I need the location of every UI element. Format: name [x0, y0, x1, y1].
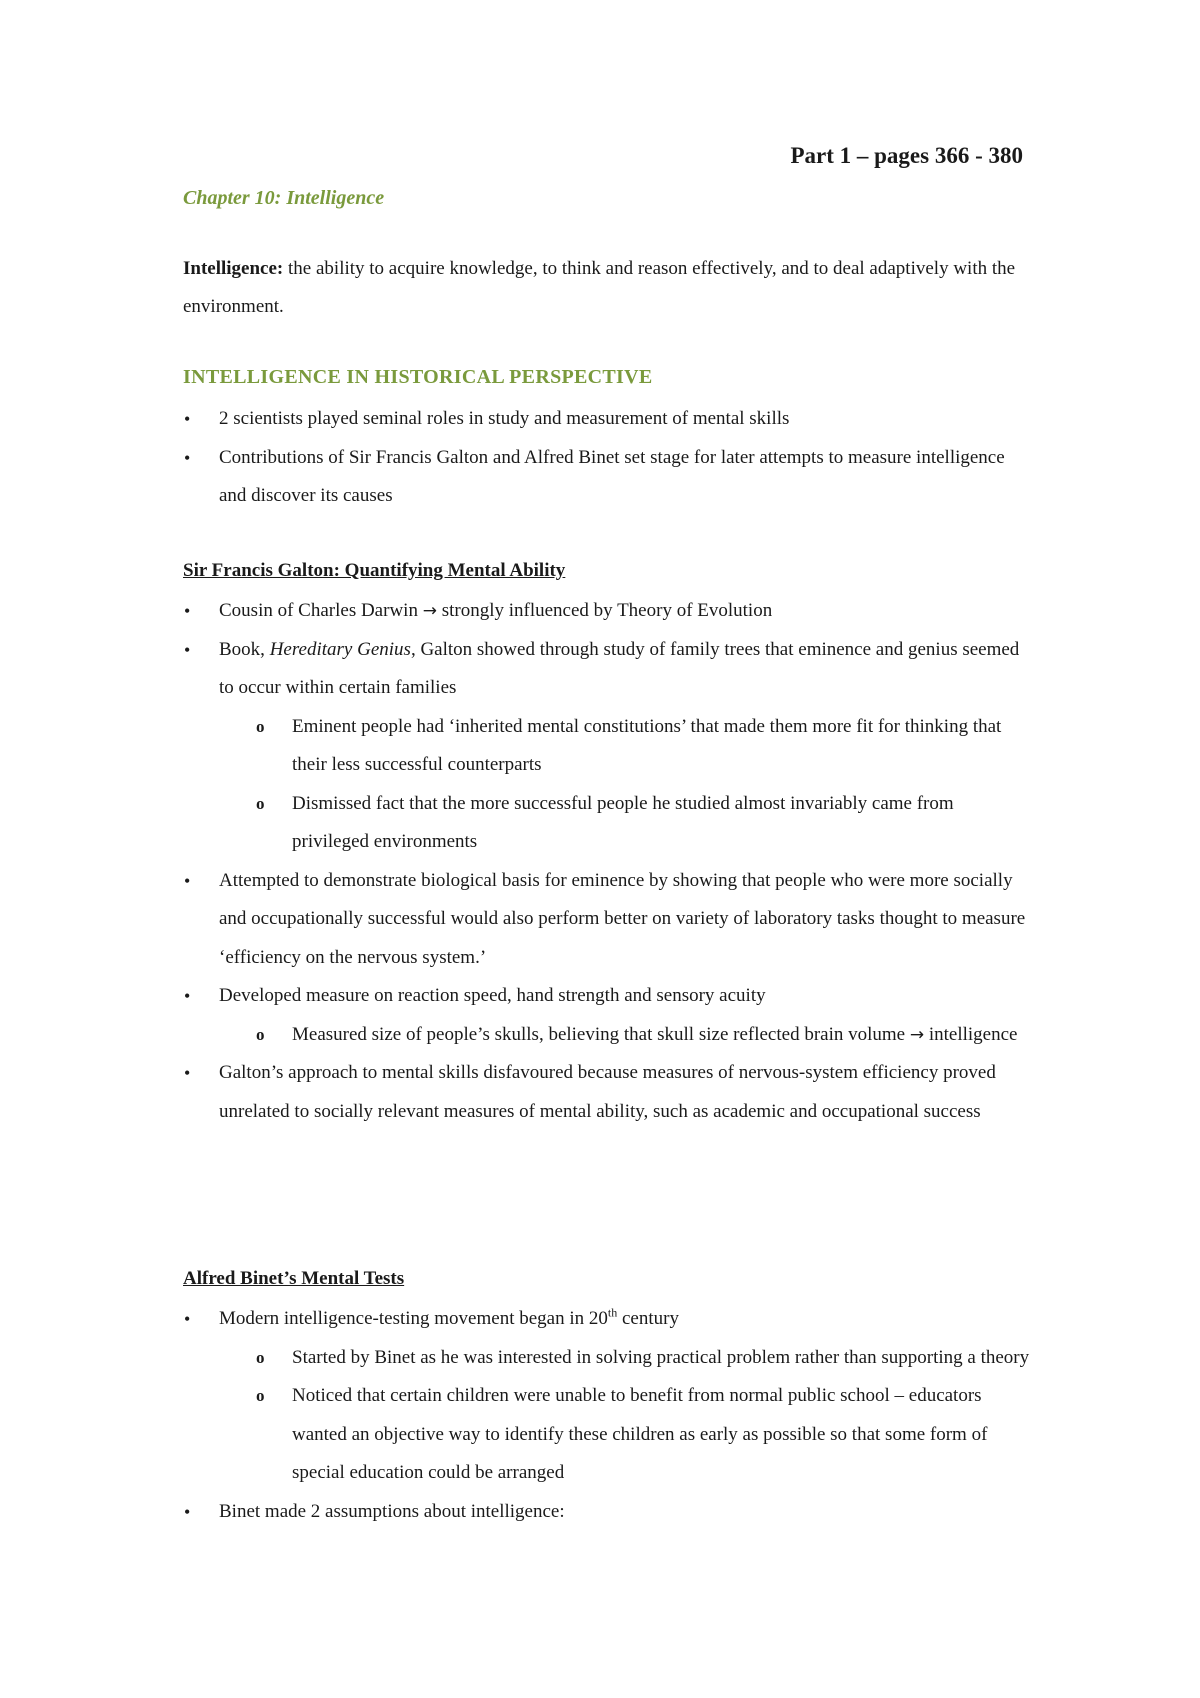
list-item: [183, 977, 1033, 1054]
text-span: Modern intelligence-testing movement began in 20: [219, 1308, 608, 1329]
text-span: Measured size of people’s skulls, believing that skull size reflected brain volume: [292, 1023, 910, 1045]
list-item: [183, 631, 1033, 862]
binet-subheading: Alfred Binet’s Mental Tests: [183, 1268, 405, 1289]
list-item: • Galton’s approach to mental skills disfavoured because measures of nervous-system efficiency proved unrelated to socially relevant measures of mental ability, such as academic and occupational success: [183, 1054, 1033, 1131]
section-title-historical: INTELLIGENCE IN HISTORICAL PERSPECTIVE: [183, 366, 653, 388]
definition-text: the ability to acquire knowledge, to think and reason effectively, and to deal adaptively with the environment.: [183, 258, 1016, 317]
text-span: intelligence: [924, 1023, 1018, 1045]
book-title: Hereditary Genius: [269, 638, 411, 660]
galton-subheading: Sir Francis Galton: Quantifying Mental Ability: [183, 560, 566, 581]
text-span: Cousin of Charles Darwin: [219, 600, 423, 621]
list-item: • 2 scientists played seminal roles in study and measurement of mental skills: [183, 400, 1033, 439]
text-span: , Galton showed through study of family trees that eminence and genius seemed to occur within certain families: [219, 638, 1020, 698]
arrow-right-icon: →: [909, 1024, 925, 1045]
sub-list-item: o Started by Binet as he was interested in solving practical problem rather than supporting a theory: [219, 1339, 1033, 1378]
arrow-right-icon: →: [422, 601, 437, 621]
sub-list: [219, 1016, 1033, 1055]
text-span: Book,: [219, 638, 270, 660]
page-header: Part 1 – pages 366 - 380: [790, 143, 1023, 168]
binet-bullet-list: [183, 1300, 1033, 1531]
superscript: th: [607, 1305, 618, 1320]
text-span: Developed measure on reaction speed, hand strength and sensory acuity: [219, 985, 766, 1006]
list-item: [183, 1300, 1033, 1493]
sub-list-item: o Dismissed fact that the more successful people he studied almost invariably came from privileged environments: [219, 785, 1033, 862]
definition-term: Intelligence:: [183, 258, 284, 279]
text-span: strongly influenced by Theory of Evolution: [436, 600, 773, 621]
historical-bullet-list: [183, 400, 1033, 516]
sub-list-item: [219, 1016, 1033, 1055]
list-item: • Binet made 2 assumptions about intelligence:: [183, 1493, 1033, 1532]
galton-bullet-list: [183, 592, 1033, 1131]
chapter-title: Chapter 10: Intelligence: [183, 187, 385, 209]
text-span: century: [617, 1308, 679, 1329]
list-item: • Attempted to demonstrate biological basis for eminence by showing that people who were more socially and occupationally successful would also perform better on variety of laboratory tasks thought to measure ‘efficiency on the nervous system.’: [183, 862, 1033, 978]
list-item: [183, 592, 1033, 631]
sub-list: [219, 1339, 1033, 1493]
sub-list-item: o Noticed that certain children were unable to benefit from normal public school – educators wanted an objective way to identify these children as early as possible so that some form of special education could be arranged: [219, 1377, 1033, 1493]
list-item: • Contributions of Sir Francis Galton and Alfred Binet set stage for later attempts to measure intelligence and discover its causes: [183, 439, 1033, 516]
sub-list-item: o Eminent people had ‘inherited mental constitutions’ that made them more fit for thinking that their less successful counterparts: [219, 708, 1033, 785]
intelligence-definition: [183, 250, 1023, 326]
sub-list: [219, 708, 1033, 862]
